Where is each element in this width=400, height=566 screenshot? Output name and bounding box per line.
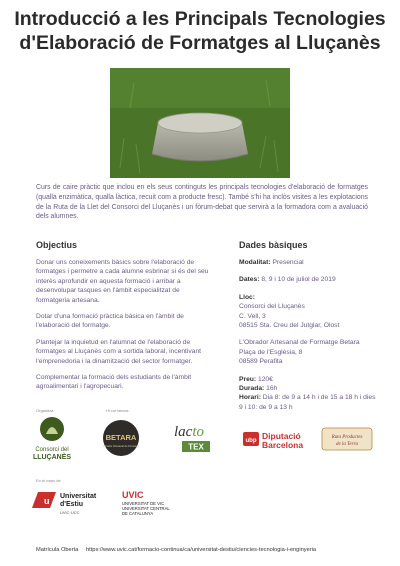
marc-label: En el marc de: [36, 478, 61, 483]
uestiu-text-1: Universitat: [60, 493, 97, 500]
lloc2-line: L'Obrador Artesanal de Formatge Betara: [239, 339, 360, 347]
cheese-illustration: [110, 68, 290, 178]
lloc1-line: C. Vell, 3: [239, 312, 266, 320]
title-line-2: d'Elaboració de Formatges al Lluçanès: [19, 32, 381, 54]
diputacio-text-2: Barcelona: [262, 440, 304, 450]
dates-label: Dates:: [239, 276, 260, 284]
preu-row: [239, 375, 379, 384]
footer: [36, 547, 316, 553]
preu-value: 120€: [257, 375, 273, 383]
modalitat-label: Modalitat:: [239, 259, 271, 266]
lloc1-line: Consorci del Lluçanès: [239, 303, 305, 311]
dades-basiques-section: [239, 240, 379, 412]
cheese-photo: [110, 68, 290, 178]
preu-label: Preu:: [239, 375, 257, 383]
matricula-oberta: Matrícula Oberta: [36, 547, 79, 553]
diputacio-text-1: Diputació: [262, 431, 301, 441]
lactex-part-1: lac: [174, 424, 193, 440]
horari-row: [239, 393, 379, 412]
objective-paragraph: Plantejar la inquietud en l'alumnat de l'elaboració de formatges al Lluçanès com a sortida laboral, incentivant l'emprenedoria i la dinamització del sector formatger.: [36, 338, 202, 365]
uvic-text-1: UVIC: [122, 490, 144, 500]
dates-value: 8, 9 i 10 de juliol de 2019: [261, 276, 336, 284]
objective-paragraph: Donar uns coneixements bàsics sobre l'elaboració de formatges i permetre a cada alumne esbrinar si és del seu interès aprofundir en aquesta formació i arribar a desenvolupar tasques en l'àmbit especialitzat de formatgeria artesana.: [36, 259, 209, 304]
betara-text: BETARA: [105, 433, 137, 442]
durada-label: Durada:: [239, 385, 265, 393]
dates-row: [239, 275, 379, 284]
svg-text:lacto: [174, 424, 204, 440]
universitat-destiu-logo: [32, 492, 97, 515]
ruta-text-2: de la Terra: [335, 442, 359, 447]
partner-logos-row: [0, 412, 400, 474]
modalitat-row: [239, 258, 379, 267]
ruta-productes-logo: [322, 428, 372, 450]
betara-subtext: Obrador Artesanal de Formatge: [102, 445, 140, 448]
ruta-text-1: Ruta Productes: [331, 435, 363, 440]
consorci-text-1: Consorci del: [35, 447, 69, 453]
uestiu-text-3: UVIC·UCC: [60, 510, 80, 515]
betara-logo: [103, 420, 140, 456]
objectius-section: [36, 240, 214, 399]
objectius-heading: Objectius: [36, 240, 78, 250]
uvic-text-4: DE CATALUNYA: [122, 511, 154, 516]
course-url-link[interactable]: https://www.uvic.cat/formacio-continua/ca/universitat-destiu/ciencies-tecnologia-i-enginyeria: [85, 547, 317, 553]
lloc-label: Lloc:: [239, 293, 255, 301]
uvic-text-2: UNIVERSITAT DE VIC: [122, 501, 165, 506]
university-logos-row: [0, 484, 400, 520]
lloc1-line: 08515 Sta. Creu del Jutglar, Olost: [239, 322, 340, 330]
consorci-text-2: LLUÇANÈS: [32, 454, 72, 461]
page-title: [10, 7, 390, 55]
durada-value: 16h: [266, 385, 278, 393]
lloc2-line: Plaça de l'Església, 8: [239, 348, 303, 356]
diputacio-barcelona-logo: [243, 431, 303, 450]
course-intro: Curs de caire pràctic que inclou en els seus continguts les principals tecnologies d'elaboració de formatges (qualla enzimàtica, qualla làctica, recuit com a producte fresc). També s'hi ha inclòs visites a les explotacions de la Ruta de la Llet del Consorci del Lluçanès i un fòrum-debat que servirà a la formadora com a avaluació dels alumnes.: [36, 184, 368, 221]
uvic-text-3: UNIVERSITAT CENTRAL: [122, 506, 170, 511]
modalitat-value: Presencial: [272, 259, 304, 266]
uvic-logo: [122, 490, 170, 516]
diputacio-badge: ubp: [245, 438, 257, 444]
lactex-logo: [174, 424, 210, 452]
collabora-label: Hi col·labora: [106, 408, 129, 413]
organitza-label: Organitza: [36, 408, 54, 413]
objective-paragraph: Dotar d'una formació pràctica bàsica en l'àmbit de l'elaboració del formatge.: [36, 313, 184, 330]
consorci-llucanes-logo: [33, 417, 71, 461]
svg-text:u: u: [44, 496, 50, 506]
dades-heading: Dades bàsiques: [239, 240, 308, 250]
uestiu-text-2: d'Estiu: [60, 501, 84, 508]
objective-paragraph: Complementar la formació dels estudiants de l'àmbit agroalimentari i l'agropecuari.: [36, 374, 192, 391]
title-line-1: Introducció a les Principals Tecnologies: [14, 8, 386, 30]
lactex-part-3: TEX: [188, 442, 204, 452]
lactex-part-2: to: [192, 424, 204, 440]
horari-label: Horari:: [239, 394, 261, 402]
lloc2-line: 08589 Perafita: [239, 358, 283, 366]
durada-row: [239, 384, 379, 393]
lloc-label-row: [239, 293, 379, 302]
horari-value: Dia 8: de 9 a 14 h i de 15 a 18 h i dies 9 i 10: de 9 a 13 h: [239, 394, 376, 411]
